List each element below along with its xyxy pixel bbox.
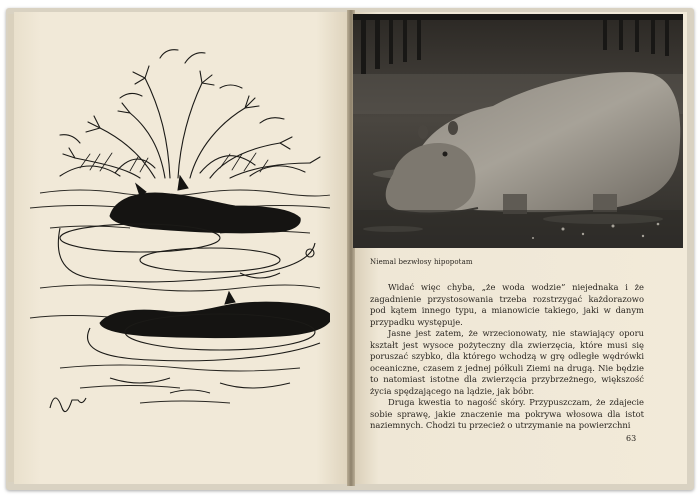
photo-caption: Niemal bezwłosy hipopotam: [370, 258, 473, 266]
hippo-photo: [353, 14, 683, 248]
artist-signature: [50, 398, 86, 412]
paragraph: Druga kwestia to nagość skóry. Przypuszczam, że zdajecie sobie sprawę, jakie znaczenie ma pokrywa włosowa dla istot naziemnych. Chodzi tu przecież o utrzymanie na powierzchni: [370, 397, 644, 430]
paragraph: Jasne jest zatem, że wrzecionowaty, nie stawiający oporu kształt jest wysoce pożyteczny dla zwierzęcia, które musi się poruszać szybko, dla którego wchodzą w grę odległe wędrówki oceaniczne, czasem z jednej półkuli Ziemi na drugą. Nie będzie to natomiast istotne dla zwierzęcia przybrzeżnego, większość życia spędzającego na lądzie, jak bóbr.: [370, 328, 644, 396]
page-number: 63: [626, 434, 637, 443]
body-text: [370, 282, 644, 432]
hippo-sketch-illustration: [20, 28, 330, 428]
paragraph: Widać więc chyba, „że woda wodzie” niejednaka i że zagadnienie przystosowania trzeba rozstrzygać każdorazowo pod kątem innego typu, a mianowicie takiego, jaki w danym przypadku występuje.: [370, 282, 644, 327]
